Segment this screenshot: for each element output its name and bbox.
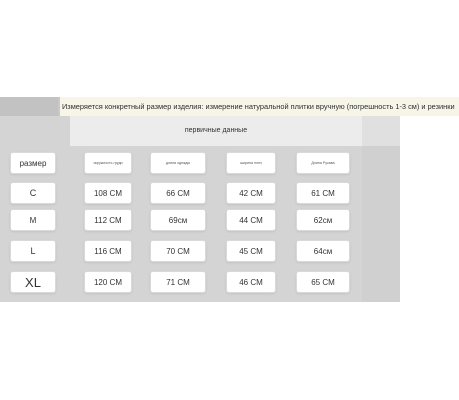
table-cell: 62см bbox=[296, 209, 350, 231]
note-left-block bbox=[0, 97, 58, 116]
column-header-shoulder: ширина плеч bbox=[226, 152, 276, 174]
group-header-band-right bbox=[362, 116, 400, 146]
column-header-chest: окружность груди bbox=[84, 152, 132, 174]
table-cell: 64см bbox=[296, 240, 350, 262]
size-label-s: С bbox=[10, 182, 56, 204]
size-chart bbox=[0, 97, 455, 302]
table-cell: 71 CM bbox=[150, 271, 206, 293]
size-label-m: М bbox=[10, 209, 56, 231]
size-label-xl: XL bbox=[10, 271, 56, 293]
size-header: размер bbox=[10, 152, 56, 174]
table-cell: 69см bbox=[150, 209, 206, 231]
right-strip bbox=[362, 146, 400, 302]
table-cell: 112 CM bbox=[84, 209, 132, 231]
table-cell: 65 CM bbox=[296, 271, 350, 293]
table-cell: 66 CM bbox=[150, 182, 206, 204]
table-cell: 42 CM bbox=[226, 182, 276, 204]
table-cell: 61 CM bbox=[296, 182, 350, 204]
table-cell: 44 CM bbox=[226, 209, 276, 231]
table-cell: 46 CM bbox=[226, 271, 276, 293]
measurement-note: Измеряется конкретный размер изделия: измерение натуральной плитки вручную (погрешность 1-3 см) и резинки bbox=[60, 97, 459, 116]
group-header-label: первичные данные bbox=[184, 127, 248, 134]
table-cell: 70 CM bbox=[150, 240, 206, 262]
table-cell: 45 CM bbox=[226, 240, 276, 262]
table-cell: 116 CM bbox=[84, 240, 132, 262]
table-cell: 108 CM bbox=[84, 182, 132, 204]
size-label-l: L bbox=[10, 240, 56, 262]
column-header-length: длина одежды bbox=[150, 152, 206, 174]
column-header-sleeve: Длина Рукава bbox=[296, 152, 350, 174]
table-cell: 120 CM bbox=[84, 271, 132, 293]
